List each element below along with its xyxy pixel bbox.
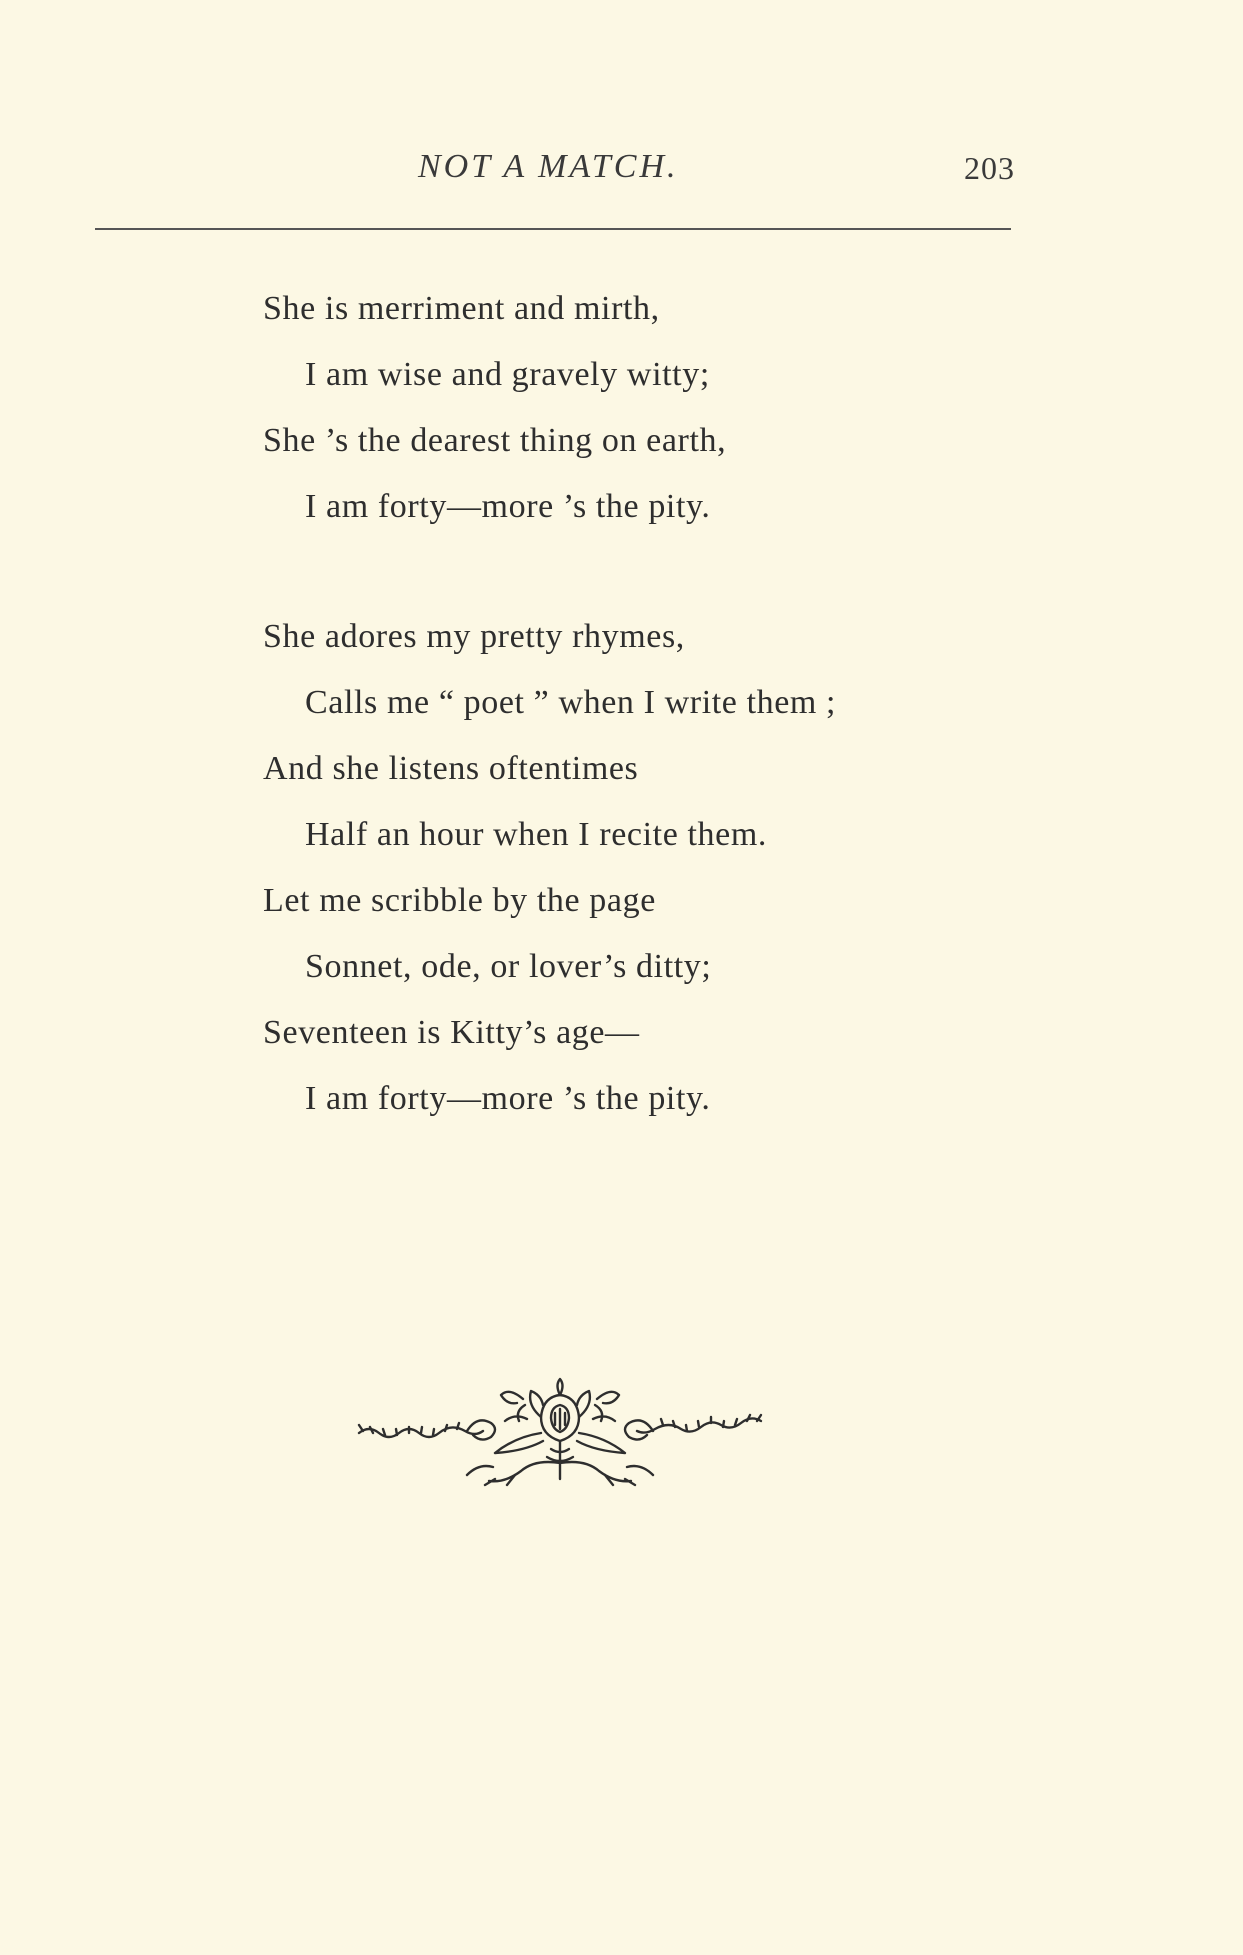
poem-line: I am wise and gravely witty;	[305, 356, 710, 393]
page-number: 203	[964, 150, 1015, 186]
poem-line: She adores my pretty rhymes,	[263, 618, 685, 655]
poem-line: I am forty—more ’s the pity.	[305, 488, 711, 525]
running-head	[0, 148, 1243, 198]
poem-line: I am forty—more ’s the pity.	[305, 1080, 711, 1117]
poem-line: Half an hour when I recite them.	[305, 816, 767, 853]
poem-line: Seventeen is Kitty’s age—	[263, 1014, 640, 1051]
poem-line: Let me scribble by the page	[263, 882, 656, 919]
poem-line: And she listens oftentimes	[263, 750, 639, 787]
poem-line: Sonnet, ode, or lover’s ditty;	[305, 948, 712, 985]
stanza-1	[263, 276, 1063, 540]
poem-line: She ’s the dearest thing on earth,	[263, 422, 727, 459]
running-title: NOT A MATCH.	[418, 148, 679, 185]
poem-line: She is merriment and mirth,	[263, 290, 660, 327]
floral-ornament-icon	[355, 1375, 765, 1490]
poem-line: Calls me “ poet ” when I write them ;	[305, 684, 837, 721]
header-rule	[95, 228, 1011, 230]
stanza-2	[263, 604, 1063, 1132]
poem	[263, 276, 1063, 1132]
